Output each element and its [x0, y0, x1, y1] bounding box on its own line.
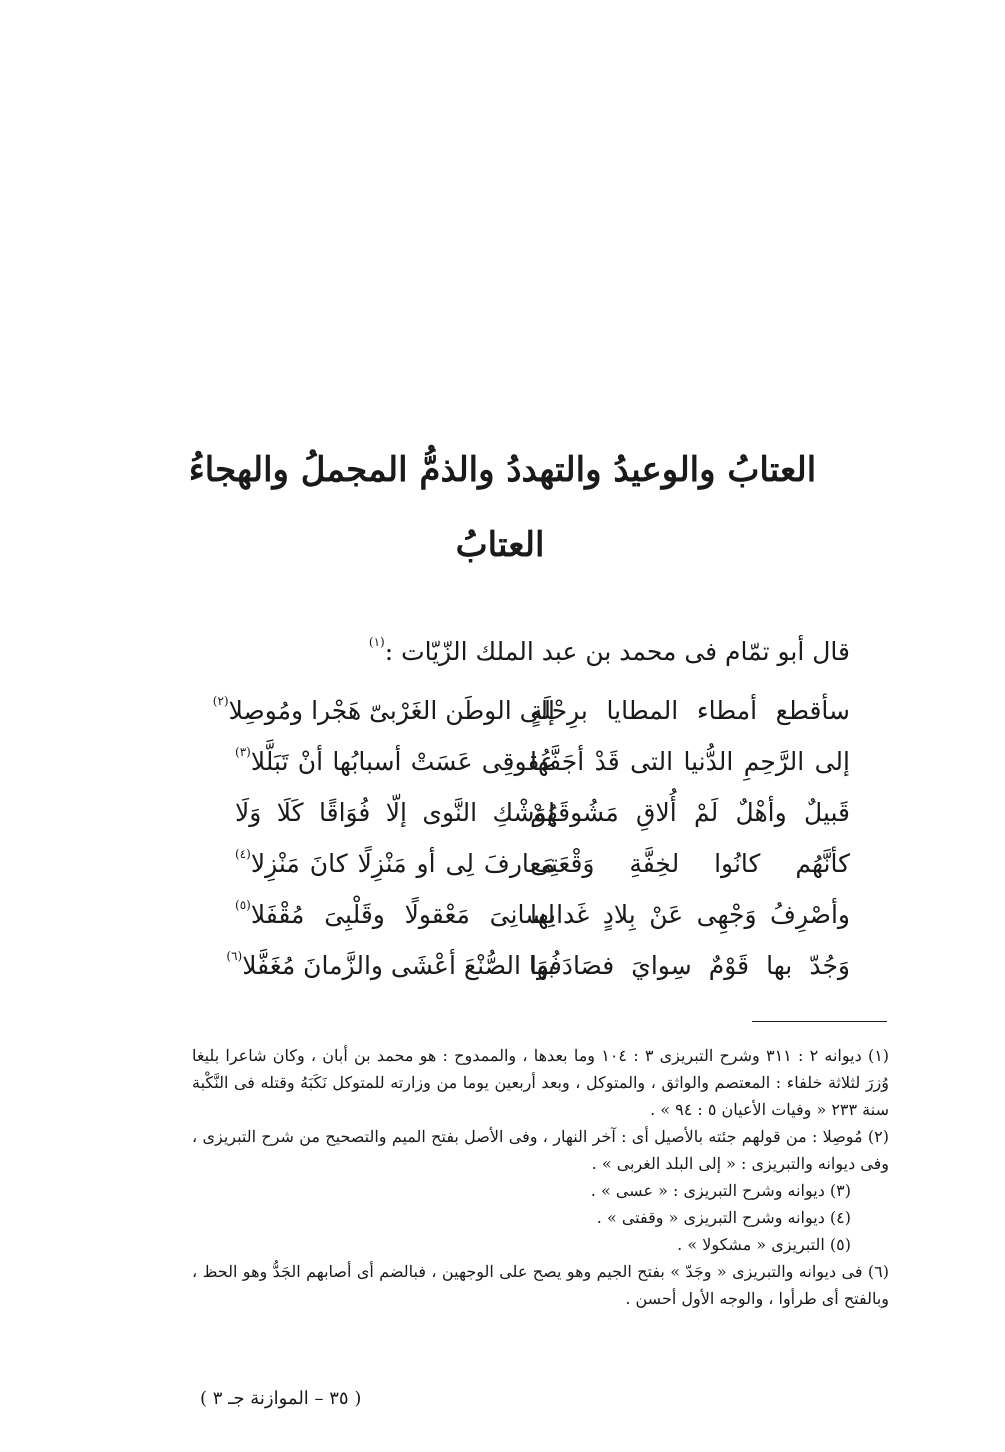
verse-line [160, 787, 850, 838]
footnote-ref: (٦) [226, 949, 243, 963]
footnote-ref: (٣) [235, 745, 251, 759]
verse-first-hemistich: وأصْرِفُ وَجْهِى عَنْ بِلادٍ غَدابها [530, 900, 850, 929]
poem-verses [160, 685, 850, 991]
footnote-separator [752, 1021, 887, 1022]
footnotes [192, 1042, 889, 1312]
verse-second-hemistich [235, 838, 555, 894]
verse-second-text: بهَا الصُّنْعَ أعْشَى والزَّمانَ مُغَفَّلا [242, 951, 555, 980]
verse-first-hemistich: كأنَّهُم كانُوا لخِفَّةِ وَقْعَتِى [530, 849, 850, 878]
footnote-ref: (٤) [235, 847, 251, 861]
verse-line [160, 736, 850, 787]
footnote: (٤) ديوانه وشرح التبريزى « وقفتى » . [596, 1208, 851, 1227]
section-title: العتابُ [455, 525, 545, 565]
footnote-ref: (٥) [235, 898, 251, 912]
verse-second-text: إلى الوطَن الغَرْبىّ هَجْرا ومُوصِلا [228, 696, 555, 725]
verse-second-text: عُقوقِى عَسَتْ أسبابُها أنْ تَبَلَّلا [250, 747, 555, 776]
verse-line [160, 838, 850, 889]
footnote: (٦) فى ديوانه والتبريزى « وجَدّ » بفتح الجيم وهو يصح على الوجهين ، فبالضم أى أصابهم الجَدُّ وهو الحظ ، وبالفتح أى طرأوا ، والوجه الأول أحسن . [192, 1262, 890, 1308]
verse-second-text: لِسانِىَ مَعْقولًا وقَلْبِىَ مُقْفَلا [250, 900, 555, 929]
footnote: (٥) التبريزى « مشكولا » . [677, 1235, 851, 1254]
verse-second-hemistich [212, 685, 555, 741]
verse-first-hemistich: إلى الرَّحِمِ الدُّنيا التى قَدْ أجَفَّها [530, 747, 850, 776]
footnote-ref: (١) [368, 635, 385, 649]
verse-line [160, 889, 850, 940]
page-footer: ( ٣٥ – الموازنة جـ ٣ ) [200, 1388, 362, 1409]
footnote: (٢) مُوصِلا : من قولهم جئته بالأصيل أى : آخر النهار ، وفى الأصل بفتح الميم والتصحيح من شرح التبريزى ، وفى ديوانه والتبريزى : « إلى البلد الغربى » . [192, 1127, 889, 1173]
verse-line [160, 940, 850, 991]
chapter-title: العتابُ والوعيدُ والتهددُ والذمُّ المجملُ والهجاءُ [188, 450, 817, 490]
poem-intro-text: قال أبو تمّام فى محمد بن عبد الملك الزّيّات : [384, 637, 850, 666]
footnote: (١) ديوانه ٢ : ٣١١ وشرح التبريزى ٣ : ١٠٤ وما بعدها ، والممدوح : هو محمد بن أبان ، وكان شاعرا بليغا وُزرَ لثلاثة خلفاء : المعتصم والواثق ، والمتوكل ، وبعد أربعين يوما من وزارته للمتوكل نَكَبَهُ وقتله فى النَّكْبة سنة ٢٣٣ « وفيات الأعيان ٥ : ٩٤ » . [192, 1046, 890, 1119]
verse-second-hemistich [235, 889, 555, 945]
verse-first-hemistich: سأقطع أمطاء المطايا برِحْلَةٍ [530, 696, 850, 725]
poem-intro [250, 630, 850, 678]
verse-second-text: لِوَشْكِ النَّوى إلّا فُوَاقًا كَلَا وَلَا [235, 798, 555, 827]
footnote-ref: (٢) [212, 694, 229, 708]
verse-second-hemistich [235, 736, 555, 792]
verse-line [160, 685, 850, 736]
verse-second-text: مَعارفَ لِى أو مَنْزِلًا كانَ مَنْزِلا [250, 849, 555, 878]
verse-first-hemistich: قَبيلٌ وأهْلٌ لَمْ أُلاقِ مَشُوقَهُمْ [530, 798, 850, 827]
footnote: (٣) ديوانه وشرح التبريزى : « عسى » . [590, 1181, 851, 1200]
verse-second-hemistich [226, 940, 555, 996]
verse-first-hemistich: وَجُدّ بها قَوْمٌ سِوايَ فصَادَفُوا [530, 951, 850, 980]
verse-second-hemistich [235, 787, 555, 843]
